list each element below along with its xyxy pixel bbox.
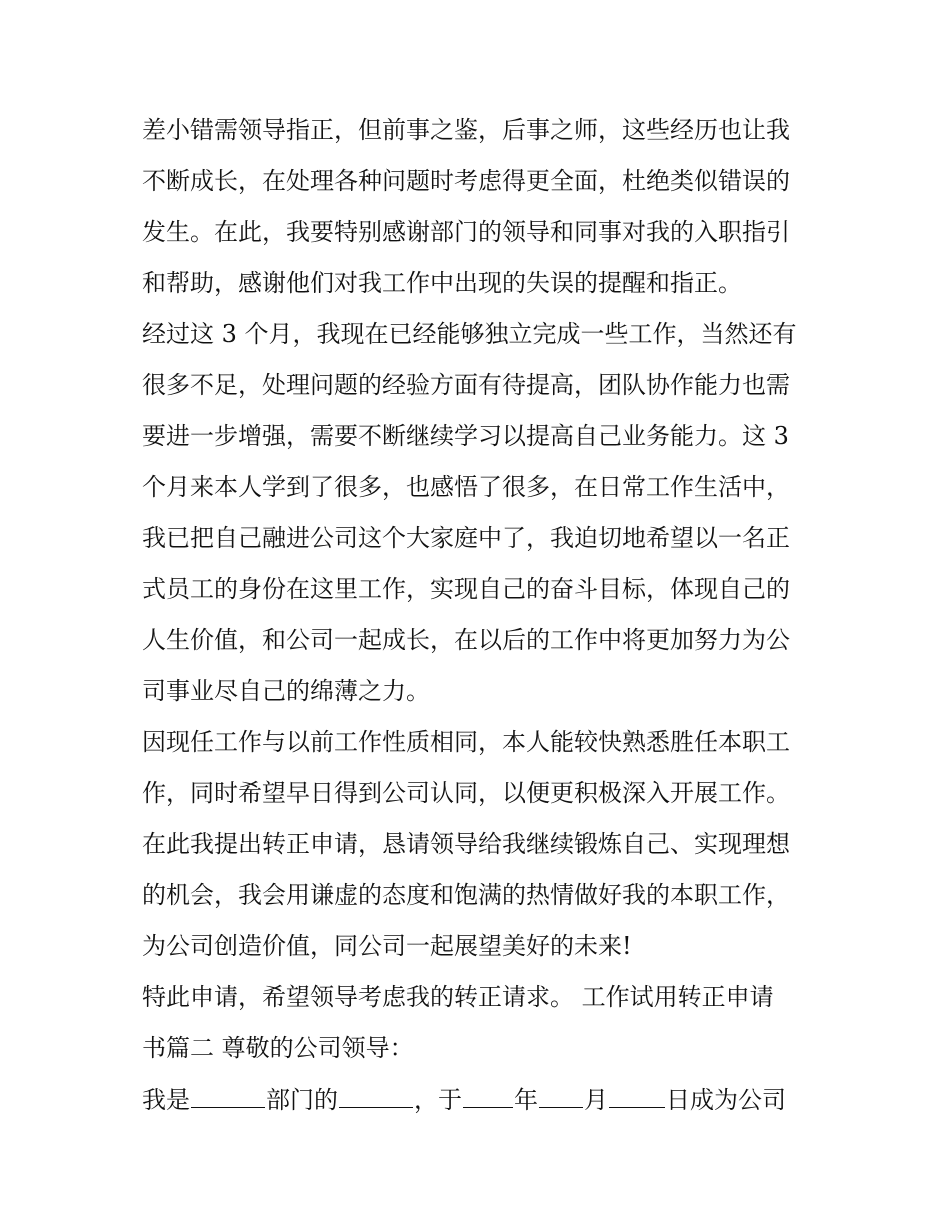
- document-body: [142, 108, 822, 1128]
- text-line: 的机会，我会用谦虚的态度和饱满的热情做好我的本职工作，: [142, 881, 790, 909]
- fill-in-blank-day[interactable]: [609, 1077, 665, 1108]
- form-text: 年: [514, 1086, 538, 1114]
- text-line: 在此我提出转正申请，恳请领导给我继续锻炼自己、实现理想: [142, 830, 790, 858]
- text-line: 因现任工作与以前工作性质相同，本人能较快熟悉胜任本职工: [142, 728, 790, 756]
- fill-in-blank-position[interactable]: [339, 1077, 413, 1108]
- form-text: 月: [584, 1086, 608, 1114]
- text-line: 作，同时希望早日得到公司认同，以便更积极深入开展工作。: [142, 779, 790, 807]
- fill-in-blank-year[interactable]: [463, 1077, 513, 1108]
- text-line: 我已把自己融进公司这个大家庭中了，我迫切地希望以一名正: [142, 524, 790, 552]
- text-line: 式员工的身份在这里工作，实现自己的奋斗目标，体现自己的: [142, 575, 790, 603]
- form-text: ，于: [414, 1086, 462, 1114]
- text-line: 个月来本人学到了很多，也感悟了很多，在日常工作生活中，: [142, 473, 790, 501]
- text-line: 人生价值，和公司一起成长，在以后的工作中将更加努力为公: [142, 626, 790, 654]
- text-line: 不断成长，在处理各种问题时考虑得更全面，杜绝类似错误的: [142, 167, 790, 195]
- text-line: 为公司创造价值，同公司一起展望美好的未来!: [142, 932, 632, 960]
- form-line: [142, 1077, 822, 1128]
- form-text: 部门的: [266, 1086, 338, 1114]
- form-text: 日成为公司: [666, 1086, 786, 1114]
- text-line: 特此申请，希望领导考虑我的转正请求。 工作试用转正申请: [142, 983, 774, 1011]
- fill-in-blank-department[interactable]: [191, 1077, 265, 1108]
- text-line: 差小错需领导指正，但前事之鉴，后事之师，这些经历也让我: [142, 116, 790, 144]
- text-line: 司事业尽自己的绵薄之力。: [142, 677, 430, 705]
- text-line: 要进一步增强，需要不断继续学习以提高自己业务能力。这 3: [142, 422, 789, 450]
- text-line: 很多不足，处理问题的经验方面有待提高，团队协作能力也需: [142, 371, 790, 399]
- fill-in-blank-month[interactable]: [539, 1077, 583, 1108]
- text-line: 发生。在此，我要特别感谢部门的领导和同事对我的入职指引: [142, 218, 790, 246]
- text-line: 和帮助，感谢他们对我工作中出现的失误的提醒和指正。: [142, 269, 742, 297]
- text-line: 经过这 3 个月，我现在已经能够独立完成一些工作，当然还有: [142, 320, 797, 348]
- form-text: 我是: [142, 1086, 190, 1114]
- text-line: 书篇二 尊敬的公司领导：: [142, 1034, 414, 1062]
